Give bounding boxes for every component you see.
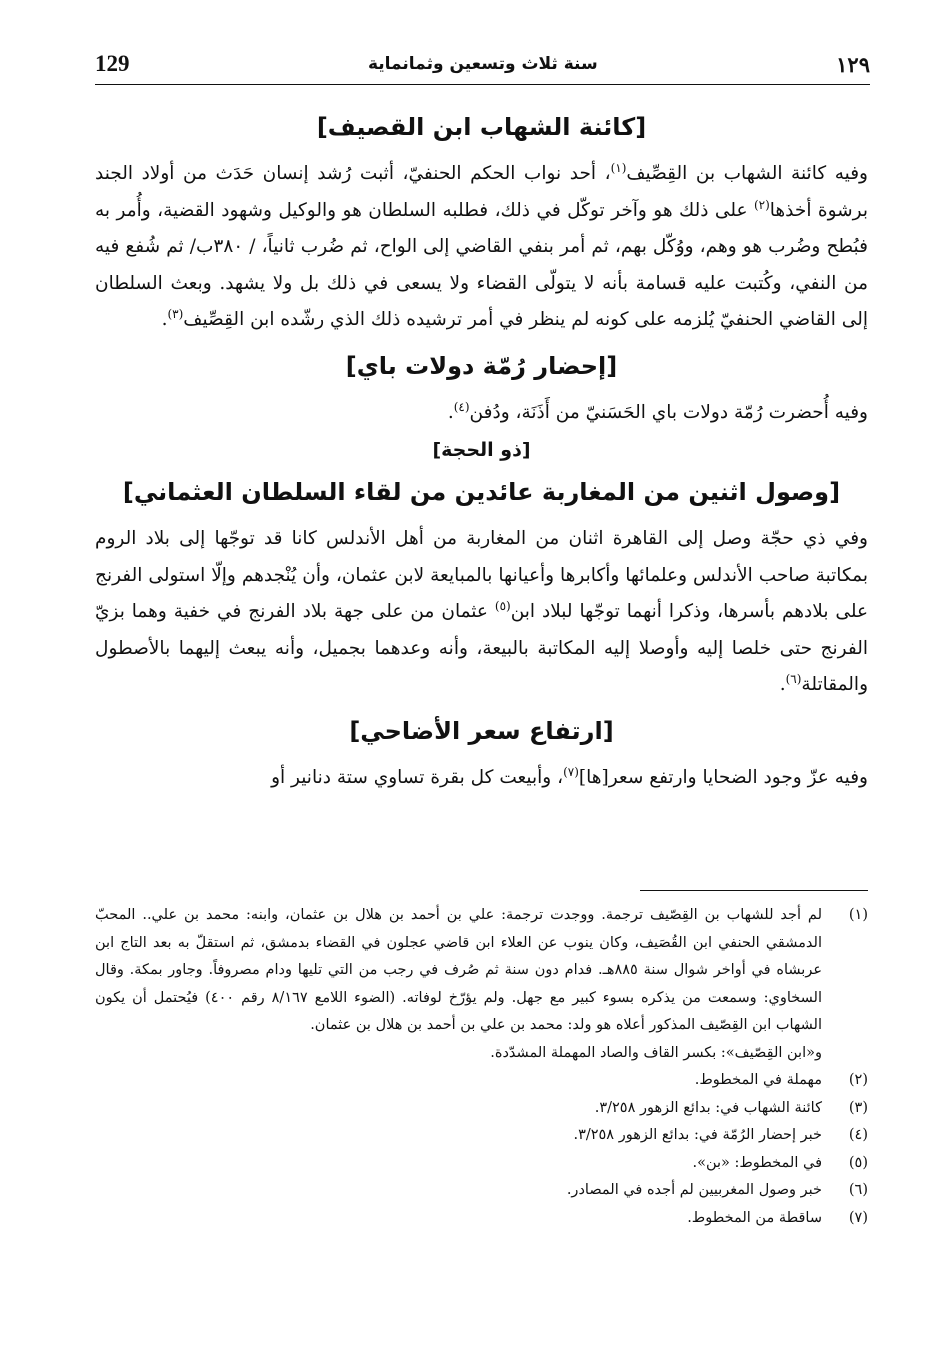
- footnotes: [95, 902, 868, 1232]
- footnote: [95, 1067, 868, 1095]
- page-number-latin: 129: [95, 51, 130, 76]
- footnote-text: مهملة في المخطوط.: [694, 1072, 822, 1088]
- section-paragraph: وفيه عزّ وجود الضحايا وارتفع سعر[ها]$^{(٧)}$، وأبيعت كل بقرة تساوي ستة دنانير أو: [271, 764, 868, 788]
- running-title: سنة ثلاث وتسعين وثمانماية: [367, 54, 598, 74]
- footnote-ref[interactable]: (٣): [167, 306, 184, 321]
- footnote-text: و«ابن القِصّيف»: بكسر القاف والصاد المهملة المشدّدة.: [490, 1044, 822, 1061]
- footnote-number: (٤): [848, 1127, 868, 1143]
- page-number-arabic: ١٢٩: [836, 51, 870, 77]
- footnote-number: (٧): [848, 1209, 868, 1226]
- footnote-number: (٦): [848, 1182, 868, 1198]
- section-title: [إحضار رُمّة دولات باي]: [345, 351, 618, 380]
- footnote-text: خبر إحضار الرُمّة في: بدائع الزهور ٣/٢٥٨.: [573, 1127, 822, 1143]
- footnote-ref[interactable]: (٧): [563, 764, 579, 779]
- footnote-number: (٥): [848, 1154, 868, 1171]
- footnote: [95, 1177, 868, 1205]
- section-title: [كائنة الشهاب ابن القصيف]: [316, 113, 647, 141]
- footnote-ref[interactable]: (٤): [453, 399, 470, 414]
- footnote-ref[interactable]: (١): [610, 160, 627, 175]
- footnote-text: خبر وصول المغربيين لم أجده في المصادر.: [566, 1182, 822, 1198]
- footnote-text: في المخطوط: «بن».: [692, 1154, 822, 1171]
- footnote-ref[interactable]: (٢): [753, 197, 770, 212]
- footnote-number: (١): [848, 907, 868, 923]
- footnote-ref[interactable]: (٥): [494, 598, 511, 613]
- footnote-text: كائنة الشهاب في: بدائع الزهور ٣/٢٥٨.: [594, 1099, 822, 1116]
- page-header: [95, 44, 870, 85]
- footnote-number: (٣): [848, 1099, 868, 1116]
- footnote: [95, 1095, 868, 1123]
- footnote: [95, 1205, 868, 1233]
- footnote-separator: [640, 890, 868, 891]
- footnote-number: (٢): [848, 1072, 868, 1088]
- main-text: [95, 100, 868, 800]
- month-heading: [ذو الحجة]: [432, 439, 531, 461]
- section-title: [وصول اثنين من المغاربة عائدين من لقاء السلطان العثماني]: [122, 478, 841, 506]
- section-title: [ارتفاع سعر الأضاحي]: [349, 716, 614, 745]
- section-paragraph: وفيه أُحضرت رُمّة دولات باي الحَسَنيّ من أَذَنَة، ودُفن$^{(٤)}$.: [447, 399, 868, 423]
- footnote-text: لم أجد للشهاب بن القِصّيف ترجمة. ووجدت ترجمة: علي بن أحمد بن هلال بن عثمان، وابنه: محمد بن علي.. المحبّ الدمشقي الحنفي ابن القُصَيف، وكان ينوب عن العلاء ابن قاضي عجلون في القضاء بدمشق، ثم استقلّ به بعد التاج ابن عربشاه في أواخر شوال سنة ٨٨٥هـ. فدام دون سنة ثم صُرف في رجب من التي تليها ودام مصروفاً. وجاور بمكة. وقال السخاوي: وسمعت من يذكره بسوء كبير مع جهل. ولم يؤرّخ لوفاته. (الضوء اللامع ٨/١٦٧ رقم ٤٠٠) فيُحتمل أن يكون الشهاب ابن القِصّيف المذكور أعلاه هو ولد: محمد بن علي بن أحمد بن هلال بن عثمان.: [95, 907, 822, 1033]
- footnote: [95, 1122, 868, 1150]
- section-paragraph: وفيه كائنة الشهاب بن القِصِّيف$^{(١)}$، أحد نواب الحكم الحنفيّ، أثبت رُشد إنسان حَدَث من أولاد الجند برشوة أخذها$^{(٢)}$ على ذلك هو وآخر توكّل في ذلك، فطلبه السلطان هو والوكيل وشهود القضية، وأُمر به فبُطح وضُرب هو وهم، ووُكّل بهم، ثم أمر بنفي القاضي إلى الواح، ثم ضُرب ثانياً، / ٣٨٠ب/ ثم شُفع فيه من النفي، وكُتبت عليه قسامة بأنه لا يتولّى القضاء ولا يسعى في ذلك بل ولا يشهد. وبعث السلطان إلى القاضي الحنفيّ يُلزمه على كونه لم ينظر في أمر ترشيده ذلك الذي رشّده ابن القِصِّيف$^{(٣)}$.: [95, 160, 869, 330]
- footnote: [95, 1150, 868, 1178]
- footnote: [95, 902, 868, 1067]
- footnote-ref[interactable]: (٦): [785, 671, 802, 686]
- section-paragraph: وفي ذي حجّة وصل إلى القاهرة اثنان من المغاربة من أهل الأندلس كانا قد توجّها إلى بلاد الروم بمكاتبة صاحب الأندلس وعلمائها وأكابرها وأعيانها بالمبايعة لابن عثمان، وأن يُنْجدهم وإلّا استولى الفرنج على بلادهم بأسرها، وذكرا أنهما توجّها لبلاد ابن$^{(٥)}$ عثمان من على جهة بلاد الفرنج في خفية وهما بزيّ الفرنج حتى خلصا إليه وأوصلا إليه المكاتبة بالبيعة، وأنه وعدهما بجميل، وأنه يبعث إليهما بالأصطول والمقاتلة$^{(٦)}$.: [95, 528, 869, 695]
- footnote-text: ساقطة من المخطوط.: [687, 1209, 822, 1226]
